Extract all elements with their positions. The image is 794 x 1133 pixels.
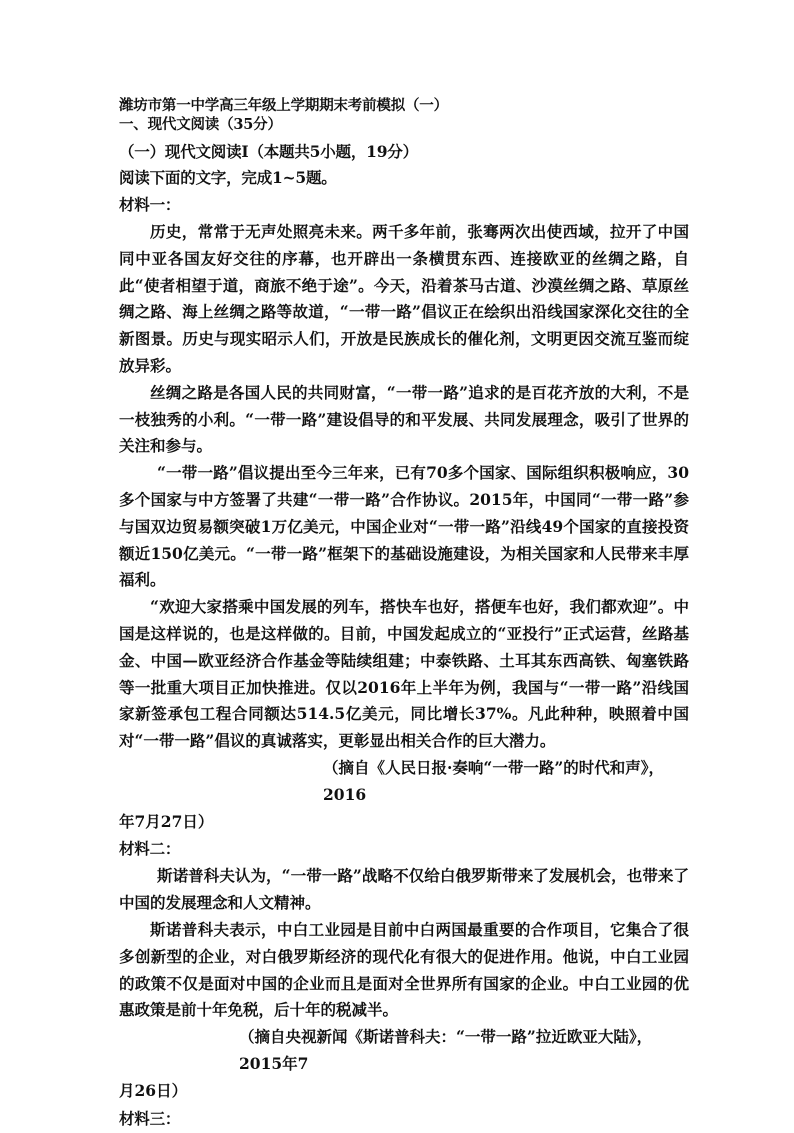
section-heading: 一、现代文阅读（35分） <box>119 116 282 133</box>
subsection-heading: （一）现代文阅读Ⅰ（本题共5小题，19分） <box>119 142 418 161</box>
material1-source <box>119 755 689 835</box>
material2-label: 材料二： <box>119 839 181 859</box>
reading-instruction: 阅读下面的文字，完成1~5题。 <box>119 168 337 187</box>
document-title: 潍坊市第一中学高三年级上学期期末考前模拟（一） <box>119 97 448 114</box>
material1-paragraph: 历史，常常于无声处照亮未来。两千多年前，张骞两次出使西域，拉开了中国同中亚各国友好交往的序幕，也开辟出一条横贯东西、连接欧亚的丝绸之路，自此“使者相望于道，商旅不绝于途”。今天，沿着茶马古道、沙漠丝绸之路、草原丝绸之路、海上丝绸之路等故道，“一带一路”倡议正在绘织出沿线国家深化交往的全新图景。历史与现实昭示人们，开放是民族成长的催化剂，文明更因交流互鉴而绽放异彩。 <box>119 222 689 375</box>
material1-source-line1: （摘自《人民日报·奏响“一带一路”的时代和声》，2016 <box>323 757 664 804</box>
material1-source-line2: 年7月27日） <box>119 811 214 831</box>
material1-label: 材料一： <box>119 195 181 214</box>
material1-paragraph: “一带一路”倡议提出至今三年来，已有70多个国家、国际组织积极响应，30多个国家与中方签署了共建“一带一路”合作协议。2015年，中国同“一带一路”参与国双边贸易额突破1万亿美元，中国企业对“一带一路”沿线49个国家的直接投资额近150亿美元。“一带一路”框架下的基础设施建设，为相关国家和人民带来丰厚福利。 <box>119 463 689 590</box>
document-body <box>119 96 689 1133</box>
material3-label: 材料三： <box>119 1108 181 1128</box>
material2-source-line1: （摘自央视新闻《斯诺普科夫：“一带一路”拉近欧亚大陆》，2015年7 <box>239 1027 653 1073</box>
material2-source-line2: 月26日） <box>119 1080 188 1100</box>
material2-paragraph: 斯诺普科夫认为，“一带一路”战略不仅给白俄罗斯带来了发展机会，也带来了中国的发展理念和人文精神。 <box>119 866 689 913</box>
material2-source <box>119 1024 689 1104</box>
material1-paragraph: 丝绸之路是各国人民的共同财富，“一带一路”追求的是百花齐放的大利，不是一枝独秀的小利。“一带一路”建设倡导的和平发展、共同发展理念，吸引了世界的关注和参与。 <box>119 382 689 456</box>
material2-paragraph: 斯诺普科夫表示，中白工业园是目前中白两国最重要的合作项目，它集合了很多创新型的企业，对白俄罗斯经济的现代化有很大的促进作用。他说，中白工业园的政策不仅是面对中国的企业而且是面对全世界所有国家的企业。中白工业园的优惠政策是前十年免税，后十年的税减半。 <box>119 919 689 1020</box>
material1-paragraph: “欢迎大家搭乘中国发展的列车，搭快车也好，搭便车也好，我们都欢迎”。中国是这样说的，也是这样做的。目前，中国发起成立的“亚投行”正式运营，丝路基金、中国—欧亚经济合作基金等陆续组建；中泰铁路、土耳其东西高铁、匈塞铁路等一批重大项目正加快推进。仅以2016年上半年为例，我国与“一带一路”沿线国家新签承包工程合同额达514.5亿美元，同比增长37%。凡此种种，映照着中国对“一带一路”倡议的真诚落实，更彰显出相关合作的巨大潜力。 <box>119 597 689 751</box>
